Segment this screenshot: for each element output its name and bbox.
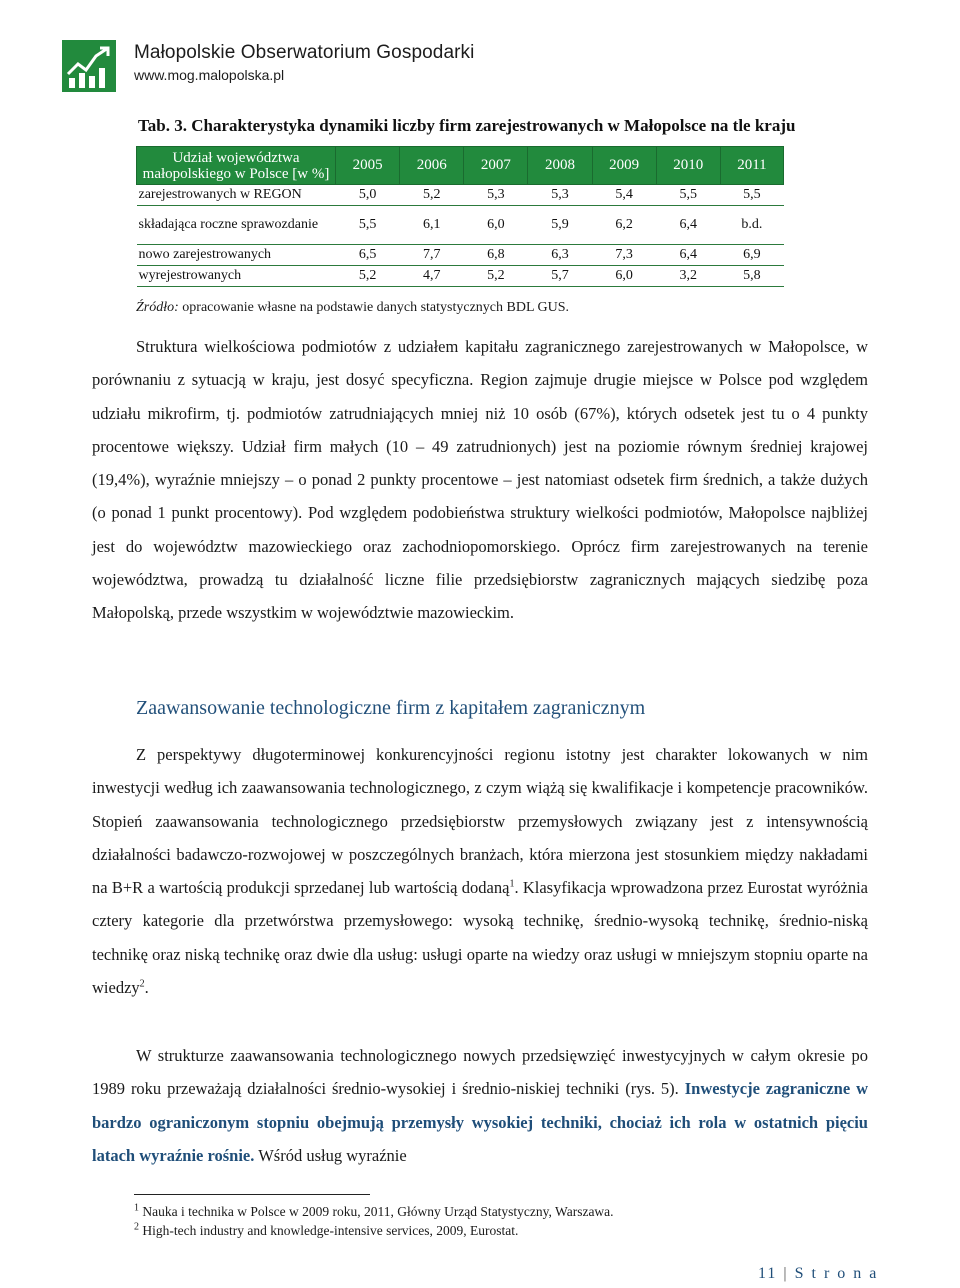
table-cell: 5,7 bbox=[528, 266, 592, 287]
year-header: 2005 bbox=[336, 147, 400, 185]
footnote-divider bbox=[134, 1194, 370, 1195]
paragraph-text: Struktura wielkościowa podmiotów z udziałem kapitału zagranicznego zarejestrowanych w Małopolsce, w porównaniu z sytuacją w kraju, jest dosyć specyficzna. Region zajmuje drugie miejsce w Polsce pod względem udziału mikrofirm, tj. podmiotów zatrudniających mniej niż 10 osób (67%), których odsetek jest tu o 4 punkty procentowe większy. Udział firm małych (10 – 49 zatrudnionych) jest na poziomie równym średniej krajowej (19,4%), wyraźnie mniejszy – o ponad 2 punkty procentowe – jest natomiast odsetek firm średnich, a także dużych (o ponad 1 punkt procentowy). Pod względem podobieństwa struktury wielkości podmiotów, Małopolsce najbliżej jest do województw mazowieckiego oraz zachodniopomorskiego. Oprócz firm zarejestrowanych na terenie województwa, prowadzą tu działalność liczne filie przedsiębiorstw zagranicznych mających siedzibę poza Małopolską, przede wszystkim w województwie mazowieckim. bbox=[92, 337, 868, 623]
table-cell: 7,3 bbox=[592, 245, 656, 266]
table-cell: b.d. bbox=[720, 206, 783, 245]
table-cell: 5,0 bbox=[336, 185, 400, 206]
paragraph-text: . bbox=[144, 978, 149, 998]
footnote-ref[interactable]: 2 bbox=[139, 978, 145, 990]
table-cell: 5,2 bbox=[464, 266, 528, 287]
table-cell: 5,5 bbox=[336, 206, 400, 245]
table-row bbox=[137, 206, 784, 245]
paragraph-structure bbox=[92, 330, 868, 630]
source-prefix: Źródło: bbox=[136, 300, 179, 315]
org-name: Małopolskie Obserwatorium Gospodarki bbox=[134, 42, 475, 63]
header-label: Udział województwa małopolskiego w Polsce [w %] bbox=[137, 147, 336, 185]
table-cell: 5,5 bbox=[720, 185, 783, 206]
page-separator: | bbox=[783, 1265, 789, 1282]
table-cell: 6,1 bbox=[400, 206, 464, 245]
paragraph-bold-text: Inwestycje zagraniczne w bardzo ograniczonym stopniu obejmują przemysły wysokiej techniki, chociaż ich rola w ostatnich pięciu latach wyraźnie rośnie. bbox=[92, 1079, 868, 1165]
mog-logo-icon bbox=[62, 40, 116, 92]
org-url[interactable]: www.mog.malopolska.pl bbox=[134, 67, 285, 83]
table-cell: 5,3 bbox=[464, 185, 528, 206]
table-cell: 5,4 bbox=[592, 185, 656, 206]
table-cell: 6,5 bbox=[336, 245, 400, 266]
table-row bbox=[137, 185, 784, 206]
table-source bbox=[136, 300, 569, 316]
table-cell: 5,9 bbox=[528, 206, 592, 245]
footnote bbox=[134, 1204, 614, 1220]
table-cell: 6,4 bbox=[656, 245, 720, 266]
table-cell: 6,4 bbox=[656, 206, 720, 245]
paragraph-investments bbox=[92, 1039, 868, 1172]
table-cell: 4,7 bbox=[400, 266, 464, 287]
table-row bbox=[137, 266, 784, 287]
footnote-number: 2 bbox=[134, 1221, 139, 1233]
table-cell: 5,3 bbox=[528, 185, 592, 206]
paragraph-text: Wśród usług wyraźnie bbox=[254, 1145, 407, 1165]
year-header: 2008 bbox=[528, 147, 592, 185]
section-heading: Zaawansowanie technologiczne firm z kapitałem zagranicznym bbox=[136, 697, 646, 719]
table-cell: 6,3 bbox=[528, 245, 592, 266]
row-label: nowo zarejestrowanych bbox=[137, 245, 336, 266]
table-cell: 5,2 bbox=[400, 185, 464, 206]
dynamics-table bbox=[136, 146, 784, 287]
table-cell: 6,9 bbox=[720, 245, 783, 266]
table-cell: 5,8 bbox=[720, 266, 783, 287]
table-cell: 7,7 bbox=[400, 245, 464, 266]
paragraph-text: . Klasyfikacja wprowadzona przez Eurostat wyróżnia cztery kategorie dla przetwórstwa przemysłowego: wysoką technikę, średnio-wysoką technikę, średnio-niską technikę oraz niską technikę oraz dwie dla usług: usługi oparte na wiedzy oraz usługi w mniejszym stopniu oparte na wiedzy bbox=[92, 878, 868, 998]
year-header: 2007 bbox=[464, 147, 528, 185]
footnote-number: 1 bbox=[134, 1202, 139, 1214]
table-header-row bbox=[137, 147, 784, 185]
footnote-text: Nauka i technika w Polsce w 2009 roku, 2011, Główny Urząd Statystyczny, Warszawa. bbox=[139, 1204, 614, 1219]
row-label: składająca roczne sprawozdanie bbox=[137, 206, 336, 245]
row-label: zarejestrowanych w REGON bbox=[137, 185, 336, 206]
footnote-text: High-tech industry and knowledge-intensive services, 2009, Eurostat. bbox=[139, 1223, 519, 1238]
table-cell: 6,2 bbox=[592, 206, 656, 245]
year-header: 2011 bbox=[720, 147, 783, 185]
table-caption: Tab. 3. Charakterystyka dynamiki liczby firm zarejestrowanych w Małopolsce na tle kraju bbox=[138, 116, 796, 135]
table-cell: 5,5 bbox=[656, 185, 720, 206]
page-label: S t r o n a bbox=[794, 1265, 879, 1282]
page-number bbox=[758, 1265, 878, 1283]
table-cell: 6,0 bbox=[464, 206, 528, 245]
footnote bbox=[134, 1223, 518, 1239]
table-cell: 5,2 bbox=[336, 266, 400, 287]
year-header: 2009 bbox=[592, 147, 656, 185]
table-cell: 6,8 bbox=[464, 245, 528, 266]
paragraph-text: Z perspektywy długoterminowej konkurencyjności regionu istotny jest charakter lokowanych w nim inwestycji według ich zaawansowania technologicznego, z czym wiążą się kwalifikacje i kompetencje pracowników. Stopień zaawansowania technologicznego przedsiębiorstw przemysłowych związany jest z intensywnością działalności badawczo-rozwojowej w poszczególnych branżach, która mierzona jest stosunkiem między nakładami na B+R a wartością produkcji sprzedanej lub wartością dodaną bbox=[92, 745, 868, 898]
row-label: wyrejestrowanych bbox=[137, 266, 336, 287]
paragraph-technology bbox=[92, 738, 868, 1004]
table-cell: 3,2 bbox=[656, 266, 720, 287]
table-row bbox=[137, 245, 784, 266]
page-number-value: 11 bbox=[758, 1265, 778, 1282]
year-header: 2010 bbox=[656, 147, 720, 185]
paragraph-text: W strukturze zaawansowania technologicznego nowych przedsięwzięć inwestycyjnych w całym okresie po 1989 roku przeważają działalności średnio-wysokiej i średnio-niskiej techniki (rys. 5). bbox=[92, 1046, 868, 1099]
table-cell: 6,0 bbox=[592, 266, 656, 287]
source-text: opracowanie własne na podstawie danych statystycznych BDL GUS. bbox=[178, 300, 570, 315]
footnote-ref[interactable]: 1 bbox=[509, 878, 515, 890]
year-header: 2006 bbox=[400, 147, 464, 185]
